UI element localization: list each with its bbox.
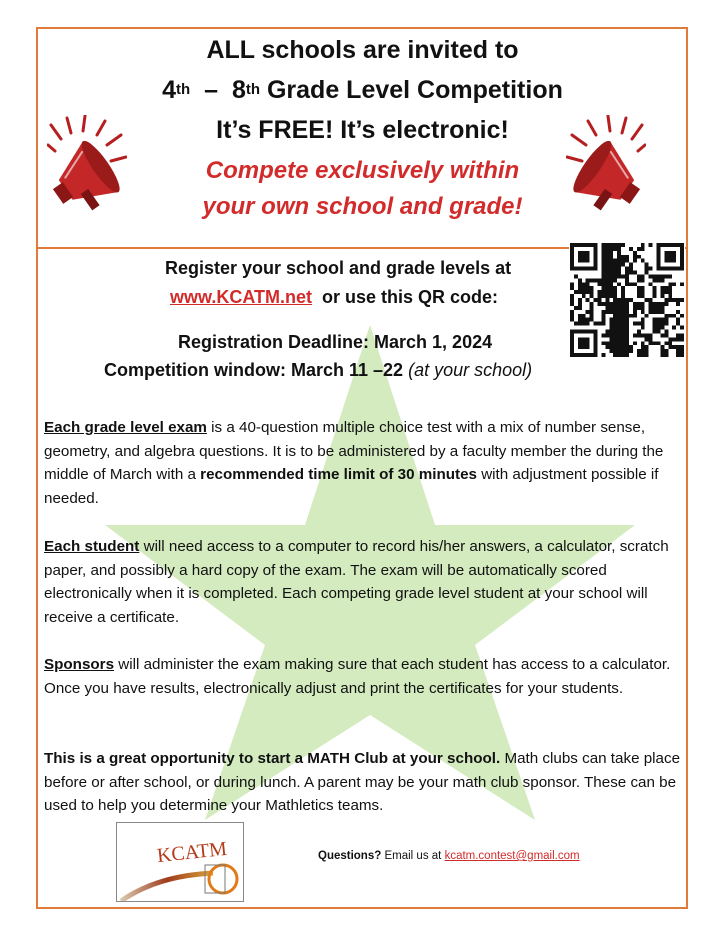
megaphone-icon bbox=[47, 115, 127, 225]
tagline-line-1: Compete exclusively within bbox=[205, 157, 520, 184]
register-text: Register your school and grade levels at bbox=[165, 258, 512, 278]
register-url-line: www.KCATM.net or use this QR code: bbox=[170, 287, 499, 307]
grade-heading: 4th – 8th Grade Level Competition bbox=[162, 76, 563, 104]
competition-window: Competition window: March 11 –22 (at your school) bbox=[104, 360, 533, 380]
tagline-line-2: your own school and grade! bbox=[202, 193, 523, 220]
registration-deadline: Registration Deadline: March 1, 2024 bbox=[178, 332, 493, 352]
invite-heading: ALL schools are invited to bbox=[206, 36, 519, 64]
sponsor-paragraph: Sponsors will administer the exam making sure that each student has access to a calculator. Once you have results, electronically adjust and print the certificates for your students. bbox=[44, 656, 671, 697]
kcatm-logo bbox=[116, 822, 244, 902]
contact-email-link[interactable]: kcatm.contest@gmail.com bbox=[444, 850, 580, 862]
student-paragraph: Each student will need access to a computer to record his/her answers, a calculator, scratch paper, and possibly a hard copy of the exam. The exam will be automatically scored electronically when it is completed. Each competing grade level student at your school will receive a certificate. bbox=[44, 538, 669, 626]
megaphone-icon bbox=[566, 115, 646, 225]
qr-code-icon[interactable] bbox=[569, 243, 685, 357]
free-heading: It’s FREE! It’s electronic! bbox=[216, 116, 509, 144]
questions-line: Questions? Email us at kcatm.contest@gmail.com bbox=[318, 850, 580, 862]
exam-paragraph: Each grade level exam is a 40-question multiple choice test with a mix of number sense, geometry, and algebra questions. It is to be administered by a faculty member the during the middle of March with a recommended time limit of 30 minutes with adjustment possible if needed. bbox=[44, 419, 664, 507]
kcatm-link[interactable]: www.KCATM.net bbox=[170, 287, 312, 307]
logo-text: KCATM bbox=[156, 837, 228, 868]
math-club-paragraph: This is a great opportunity to start a MATH Club at your school. Math clubs can take place before or after school, or during lunch. A parent may be your math club sponsor. These can be used to help you determine your Mathletics teams. bbox=[44, 750, 681, 815]
